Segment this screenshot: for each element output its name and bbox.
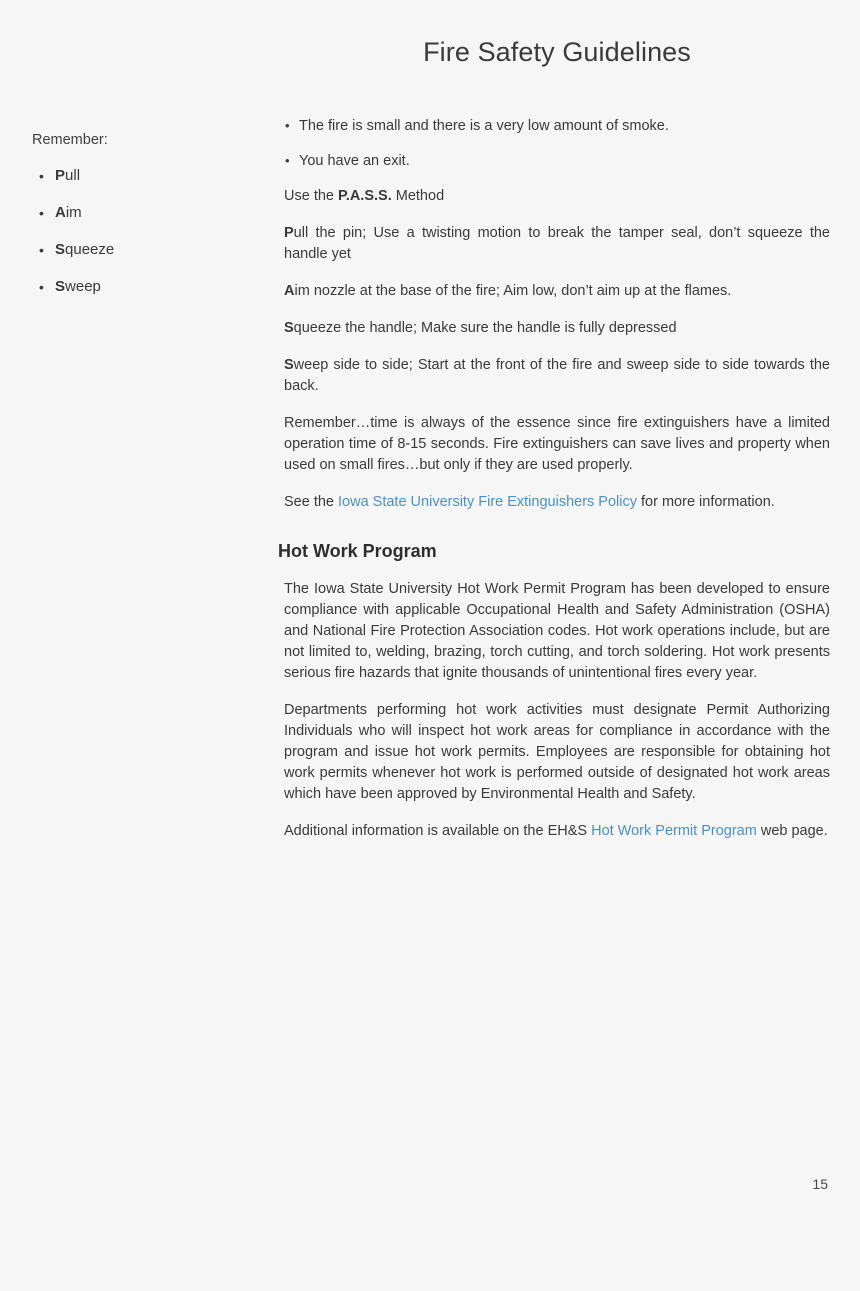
list-item: [32, 203, 247, 223]
hot-work-text-after: web page.: [756, 823, 828, 839]
sidebar: [32, 130, 247, 314]
pass-step-squeeze: [284, 318, 830, 339]
pass-step-sweep: [284, 355, 830, 397]
bullet-icon: •: [39, 205, 44, 221]
sidebar-item-lead: S: [55, 278, 66, 295]
pass-step-text: ull the pin; Use a twisting motion to break the tamper seal, don’t squeeze the handle yet: [284, 225, 830, 262]
page-title: Fire Safety Guidelines: [423, 37, 691, 67]
pass-step-text: queeze the handle; Make sure the handle is fully depressed: [293, 320, 677, 336]
policy-reference-paragraph: [284, 492, 830, 513]
pass-step-lead: S: [284, 357, 294, 373]
pass-step-pull: [284, 223, 830, 265]
hot-work-paragraph-3: [284, 821, 830, 842]
bullet-icon: •: [39, 279, 44, 295]
policy-text-after: for more information.: [637, 494, 775, 510]
hot-work-permit-program-link[interactable]: Hot Work Permit Program: [591, 823, 757, 839]
list-item: [284, 116, 830, 136]
bullet-icon: •: [39, 168, 44, 184]
main-content: [278, 116, 830, 858]
hot-work-text-before: Additional information is available on the EH&S: [284, 823, 592, 839]
bullet-icon: •: [39, 242, 44, 258]
pass-step-aim: [284, 281, 830, 302]
sidebar-item-lead: P: [55, 167, 66, 184]
fire-conditions-list: [284, 116, 830, 171]
sidebar-item-label: weep: [65, 278, 101, 295]
list-item: [32, 166, 247, 186]
condition-text: The fire is small and there is a very low amount of smoke.: [299, 118, 669, 134]
pass-step-lead: S: [284, 320, 294, 336]
sidebar-item-label: im: [65, 204, 82, 221]
hot-work-paragraph-1: The Iowa State University Hot Work Permit Program has been developed to ensure compliance with applicable Occupational Health and Safety Administration (OSHA) and National Fire Protection Association codes. Hot work operations include, but are not limited to, welding, brazing, torch cutting, and torch soldering. Hot work presents serious fire hazards that ignite thousands of unintentional fires every year.: [284, 581, 830, 681]
pass-intro-after: Method: [391, 188, 445, 204]
policy-text-before: See the: [284, 494, 339, 510]
list-item: [284, 151, 830, 171]
condition-text: You have an exit.: [299, 153, 410, 169]
pass-step-lead: A: [284, 283, 295, 299]
pass-step-text: im nozzle at the base of the fire; Aim low, don’t aim up at the flames.: [294, 283, 732, 299]
fire-extinguishers-policy-link[interactable]: Iowa State University Fire Extinguishers Policy: [338, 494, 637, 510]
hot-work-paragraph-2: Departments performing hot work activities must designate Permit Authorizing Individuals who will inspect hot work areas for compliance in accordance with the program and issue hot work permits. Employees are responsible for obtaining hot work permits whenever hot work is performed outside of designated hot work areas which have been approved by Environmental Health and Safety.: [284, 702, 830, 802]
pass-step-lead: P: [284, 225, 294, 241]
pass-acronym: P.A.S.S.: [338, 188, 392, 204]
remember-paragraph: Remember…time is always of the essence since fire extinguishers have a limited operation time of 8-15 seconds. Fire extinguishers can save lives and property when used on small fires…but only if they are used properly.: [284, 415, 830, 473]
pass-method-intro: [284, 186, 830, 207]
sidebar-pass-list: [32, 166, 247, 297]
sidebar-heading: Remember:: [32, 132, 108, 148]
sidebar-item-label: ull: [65, 167, 81, 184]
pass-step-text: weep side to side; Start at the front of the fire and sweep side to side towards the back.: [284, 357, 830, 394]
list-item: [32, 240, 247, 260]
section-heading-hot-work-program: Hot Work Program: [278, 541, 437, 561]
sidebar-item-lead: S: [55, 241, 66, 258]
page-number: 15: [812, 1176, 828, 1192]
bullet-icon: •: [285, 118, 290, 133]
pass-intro-before: Use the: [284, 188, 338, 204]
sidebar-item-lead: A: [55, 204, 66, 221]
list-item: [32, 277, 247, 297]
sidebar-item-label: queeze: [65, 241, 115, 258]
bullet-icon: •: [285, 153, 290, 168]
